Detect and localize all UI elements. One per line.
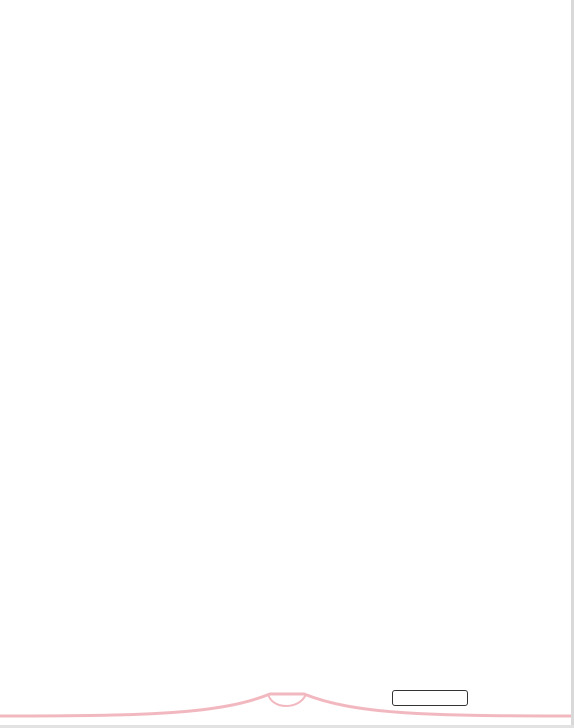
- page-content: [48, 58, 524, 66]
- book-label-badge: [392, 690, 468, 706]
- footer-wave-decoration: [0, 688, 574, 718]
